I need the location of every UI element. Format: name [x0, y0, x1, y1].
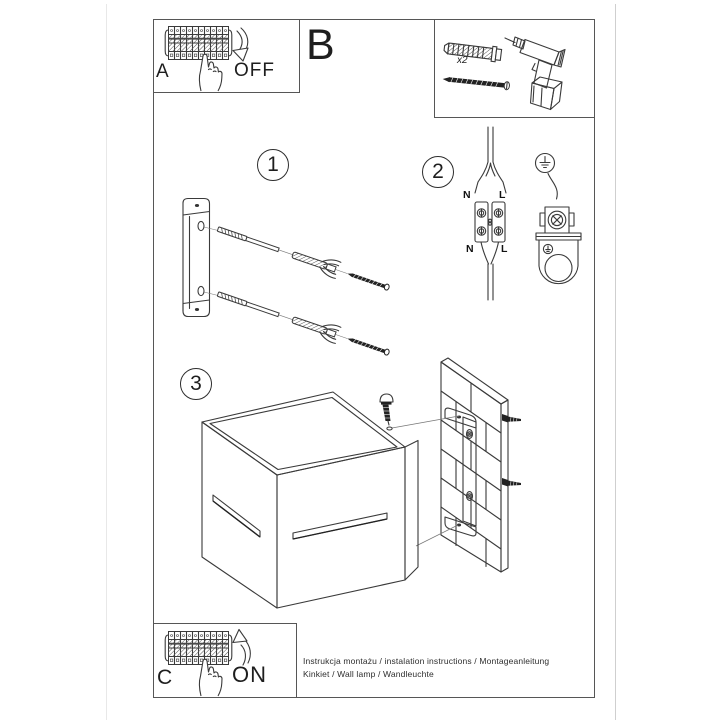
footer-line-2: Kinkiet / Wall lamp / Wandleuchte — [303, 668, 434, 679]
curved-arrow-up-icon — [233, 630, 250, 666]
light-slit-right — [293, 519, 387, 539]
step-2-illustration — [455, 122, 595, 307]
mounting-screw-icon — [442, 75, 510, 90]
circuit-breaker-panel-icon — [165, 27, 232, 60]
section-b-label: B — [306, 21, 335, 69]
brick-wall-icon — [441, 358, 508, 572]
footer-titles — [303, 655, 549, 680]
box-a-label: A — [156, 61, 169, 82]
power-off-illustration — [155, 21, 298, 91]
wall-through-screw-top — [502, 414, 521, 423]
box-c-label: C — [157, 666, 173, 689]
wall-through-screw-bottom — [502, 478, 521, 487]
screw-and-anchor-row-2 — [215, 286, 392, 361]
footer-line-1: Instrukcja montażu / instalation instructions / Montageanleitung — [303, 656, 550, 666]
step-1-digit: 1 — [267, 153, 279, 176]
wire-label-l-top: L — [499, 189, 506, 201]
wire-label-n-bottom: N — [466, 243, 474, 255]
wire-label-l-bottom: L — [501, 243, 508, 255]
box-a-power-off — [153, 19, 300, 93]
power-on-illustration — [155, 625, 295, 696]
power-cable-icon — [475, 127, 506, 193]
switch-off-label: OFF — [234, 60, 275, 81]
mounting-bracket-icon — [183, 199, 210, 317]
power-drill-icon — [505, 37, 565, 110]
step-1-number — [257, 149, 289, 181]
ground-terminal-ring-icon — [536, 207, 581, 284]
earth-symbol-icon — [536, 154, 555, 173]
step-1-illustration — [178, 196, 408, 368]
screw-and-anchor-row-1 — [215, 221, 392, 296]
step-2-digit: 2 — [432, 160, 444, 183]
circuit-breaker-panel-icon — [165, 632, 232, 665]
curved-arrow-down-icon — [233, 28, 248, 61]
box-c-power-on — [153, 623, 297, 698]
tools-illustration — [435, 20, 592, 115]
tools-box — [434, 19, 595, 118]
switch-on-label: ON — [232, 662, 267, 687]
cube-lamp-icon — [202, 392, 418, 608]
fixing-screw-icon — [380, 394, 393, 430]
light-slit-left — [213, 501, 260, 537]
alignment-line-bottom — [416, 525, 458, 546]
wall-plug-icon — [443, 41, 501, 63]
wire-label-n-top: N — [463, 189, 471, 201]
anchor-quantity-label: x2 — [457, 55, 468, 66]
step-3-illustration — [175, 355, 535, 625]
step-3-digit: 3 — [190, 372, 202, 395]
ground-wire — [548, 174, 557, 200]
step-2-number — [422, 156, 454, 188]
